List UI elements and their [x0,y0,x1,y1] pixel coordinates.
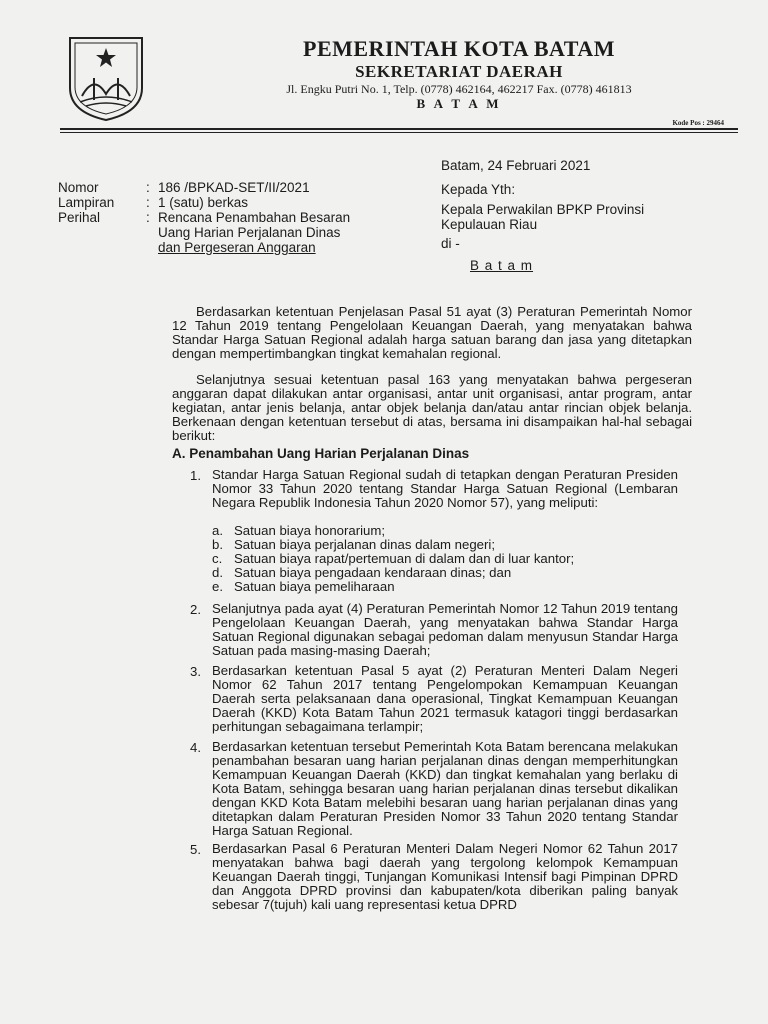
subitem-c [212,552,574,566]
header-rule-thin [60,132,738,133]
nomor-colon: : [146,180,150,195]
subitem-b [212,538,495,552]
subitem-e-letter: e. [212,579,223,594]
item-2-number: 2. [190,602,201,617]
nomor-value: 186 /BPKAD-SET/II/2021 [158,180,310,195]
nomor-label: Nomor [58,180,99,195]
subitem-d-text: Satuan biaya pengadaan kendaraan dinas; dan [234,565,512,580]
recipient-di: di - [441,236,460,251]
item-1-text: Standar Harga Satuan Regional sudah di tetapkan dengan Peraturan Presiden Nomor 33 Tahun 2020 tentang Standar Harga Satuan Regional (Lembaran Negara Republik Indonesia Tahun 2020 Nomor 57), yang meliputi: [212,467,678,510]
subitem-e [212,580,395,594]
paragraph-1 [172,305,692,361]
paragraph-1-text: Berdasarkan ketentuan Penjelasan Pasal 51 ayat (3) Peraturan Pemerintah Nomor 12 Tahun 2019 tentang Pengelolaan Keuangan Daerah, yang menyatakan bahwa Standar Harga Satuan Regional adalah harga satuan barang dan jasa yang ditetapkan dengan mempertimbangkan tingkat kemahalan regional. [172,304,692,361]
paragraph-2 [172,373,692,443]
subitem-b-letter: b. [212,537,223,552]
item-1-number: 1. [190,468,201,483]
subitem-e-text: Satuan biaya pemeliharaan [234,579,395,594]
recipient-city: B a t a m [470,258,534,273]
subitem-b-text: Satuan biaya perjalanan dinas dalam negeri; [234,537,496,552]
item-5-number: 5. [190,842,201,857]
postcode: Kode Pos : 29464 [672,119,724,127]
perihal-colon: : [146,210,150,225]
section-a-heading: A. Penambahan Uang Harian Perjalanan Dinas [172,446,470,461]
lampiran-colon: : [146,195,150,210]
perihal-line-2: Uang Harian Perjalanan Dinas [158,225,341,240]
lampiran-value: 1 (satu) berkas [158,195,249,210]
item-4-number: 4. [190,740,201,755]
batam-city-emblem [66,34,146,122]
perihal-line-1: Rencana Penambahan Besaran [158,210,351,225]
subitem-c-letter: c. [212,551,223,566]
subitem-a [212,524,385,538]
lampiran-label: Lampiran [58,195,115,210]
recipient-line-2: Kepulauan Riau [441,217,538,232]
header-rule-thick [60,128,738,130]
letterhead-dept: SEKRETARIAT DAERAH [355,62,563,81]
subitem-c-text: Satuan biaya rapat/pertemuan di dalam dan di luar kantor; [234,551,575,566]
recipient-label: Kepada Yth: [441,182,516,197]
subitem-d-letter: d. [212,565,223,580]
subitem-a-text: Satuan biaya honorarium; [234,523,386,538]
item-2-text: Selanjutnya pada ayat (4) Peraturan Pemerintah Nomor 12 Tahun 2019 tentang Pengelolaan Keuangan Daerah, yang menyatakan bahwa Standar Harga Satuan Regional digunakan sebagai pedoman dalam menyusun Standar Harga Satuan pada masing-masing Daerah; [212,601,678,658]
item-3-number: 3. [190,664,201,679]
perihal-label: Perihal [58,210,101,225]
paragraph-2-text: Selanjutnya sesuai ketentuan pasal 163 yang menyatakan bahwa pergeseran anggaran dapat dilakukan antar organisasi, antar unit organisasi, antar program, antar kegiatan, antar jenis belanja, antar objek belanja dan/atau antar rincian objek belanja. Berkenaan dengan ketentuan tersebut di atas, bersama ini disampaikan hal-hal sebagai berikut: [172,372,692,443]
recipient-line-1: Kepala Perwakilan BPKP Provinsi [441,202,645,217]
perihal-line-3: dan Pergeseran Anggaran [158,240,316,255]
letterhead-org: PEMERINTAH KOTA BATAM [303,36,615,61]
letterhead-city: B A T A M [416,96,502,111]
item-4-text: Berdasarkan ketentuan tersebut Pemerintah Kota Batam berencana melakukan penambahan besaran uang harian perjalanan dinas dengan memperhitungkan Kemampuan Keuangan Daerah (KKD) dan tingkat kemahalan yang berlaku di Kota Batam, sehingga besaran uang harian perjalanan dinas tersebut dikalikan dengan KKD Kota Batam melebihi besaran uang harian perjalanan dinas yang ditetapkan dalam Peraturan Presiden Nomor 33 Tahun 2020 tentang Standar Harga Satuan Regional. [212,739,678,838]
letterhead-address: Jl. Engku Putri No. 1, Telp. (0778) 462164, 462217 Fax. (0778) 461813 [286,82,632,96]
place-date: Batam, 24 Februari 2021 [441,158,591,173]
subitem-a-letter: a. [212,523,223,538]
subitem-d [212,566,511,580]
item-5-text: Berdasarkan Pasal 6 Peraturan Menteri Dalam Negeri Nomor 62 Tahun 2017 menyatakan bahwa bagi daerah yang tergolong kelompok Kemampuan Keuangan Daerah tinggi, Tunjangan Komunikasi Intensif bagi Pimpinan DPRD dan Anggota DPRD provinsi dan kabupaten/kota diberikan paling banyak sebesar 7(tujuh) kali uang representasi ketua DPRD [212,841,678,912]
item-3-text: Berdasarkan ketentuan Pasal 5 ayat (2) Peraturan Menteri Dalam Negeri Nomor 62 Tahun 2017 tentang Pengelompokan Kemampuan Keuangan Daerah serta pelaksanaan dana operasional, Tingkat Kemampuan Keuangan Daerah (KKD) Kota Batam Tahun 2021 termasuk katagori tinggi berdasarkan perhitungan sebagaimana terlampir; [212,663,678,734]
